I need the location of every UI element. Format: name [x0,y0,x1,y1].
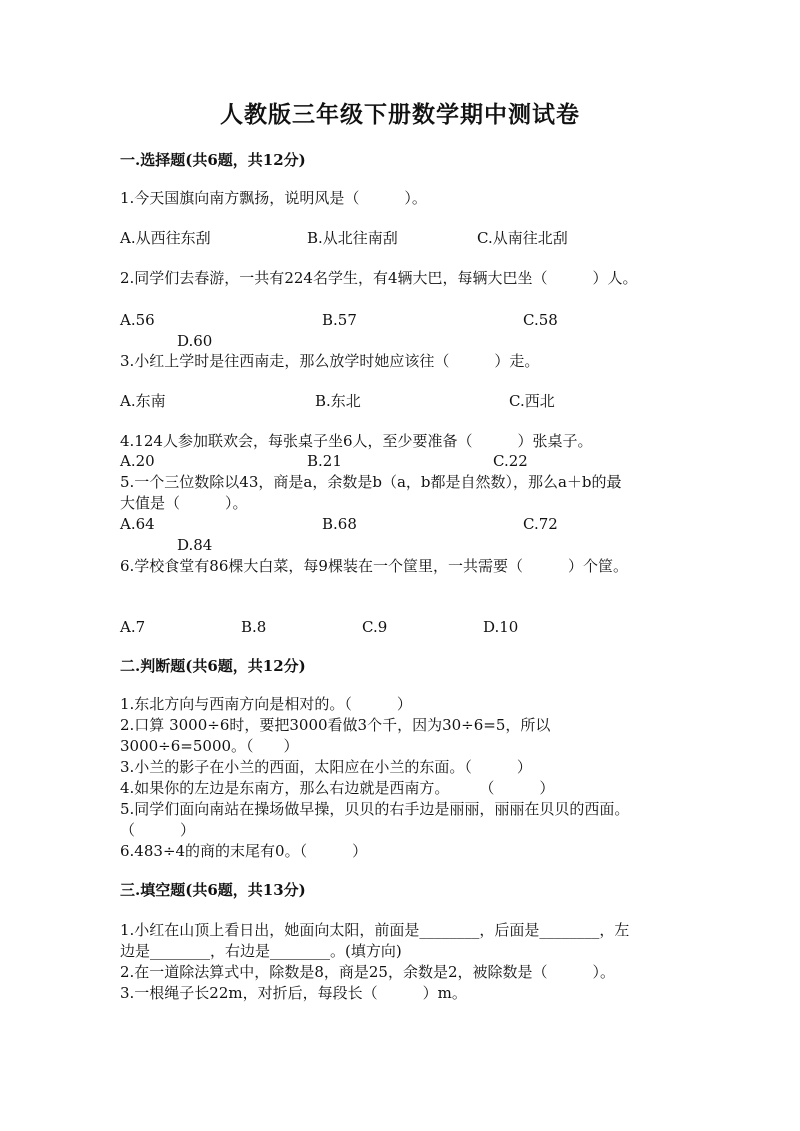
list-item: 3000÷6=5000。（ ） [120,737,299,755]
option-b: B.68 [322,515,357,533]
list-item: （ ） [120,821,196,839]
option-b: B.21 [307,452,342,470]
list-item: 5.同学们面向南站在操场做早操，贝贝的右手边是丽丽，丽丽在贝贝的西面。 [120,800,630,818]
option-a: A.从西往东刮 [120,229,211,247]
option-c: C.9 [362,618,388,636]
option-c: C.从南往北刮 [477,229,568,247]
list-item: 3.小兰的影子在小兰的西面，太阳应在小兰的东面。（ ） [120,758,532,776]
option-d: D.84 [177,536,213,554]
page-title: 人教版三年级下册数学期中测试卷 [220,101,580,128]
option-c: C.58 [523,311,558,329]
option-c: C.72 [523,515,558,533]
option-b: B.57 [322,311,357,329]
option-b: B.8 [241,618,267,636]
option-d: D.10 [483,618,519,636]
list-item: 1.小红在山顶上看日出，她面向太阳，前面是________，后面是________，左 [120,921,630,939]
option-b: B.东北 [315,392,361,410]
question-stem: 3.小红上学时是往西南走，那么放学时她应该往（ ）走。 [120,352,540,370]
question-stem: 6.学校食堂有86棵大白菜，每9棵装在一个筐里，一共需要（ ）个筐。 [120,557,628,575]
list-item: 2.在一道除法算式中，除数是8，商是25，余数是2，被除数是（ ）。 [120,963,615,981]
option-d: D.60 [177,332,213,350]
question-stem: 2.同学们去春游，一共有224名学生，有4辆大巴，每辆大巴坐（ ）人。 [120,269,638,287]
option-a: A.56 [120,311,155,329]
option-c: C.西北 [509,392,555,410]
question-stem: 4.124人参加联欢会，每张桌子坐6人，至少要准备（ ）张桌子。 [120,432,593,450]
list-item: 3.一根绳子长22m，对折后，每段长（ ）m。 [120,984,467,1002]
list-item: 4.如果你的左边是东南方，那么右边就是西南方。 （ ） [120,779,555,797]
option-a: A.7 [120,618,146,636]
question-stem: 1.今天国旗向南方飘扬，说明风是（ ）。 [120,189,427,207]
question-stem-line1: 5.一个三位数除以43，商是a，余数是b（a，b都是自然数），那么a＋b的最 [120,473,622,491]
list-item: 2.口算 3000÷6时，要把3000看做3个千，因为30÷6=5，所以 [120,716,551,734]
section-heading-choice: 一.选择题(共6题，共12分) [120,151,306,169]
section-heading-fill-in: 三.填空题(共6题，共13分) [120,881,306,899]
list-item: 边是________，右边是________。(填方向) [120,942,402,960]
option-a: A.20 [120,452,155,470]
list-item: 6.483÷4的商的末尾有0。（ ） [120,842,368,860]
option-b: B.从北往南刮 [307,229,398,247]
option-a: A.64 [120,515,155,533]
list-item: 1.东北方向与西南方向是相对的。（ ） [120,695,412,713]
option-c: C.22 [493,452,528,470]
option-a: A.东南 [120,392,166,410]
section-heading-judgement: 二.判断题(共6题，共12分) [120,657,306,675]
question-stem-line2: 大值是（ ）。 [120,494,248,512]
